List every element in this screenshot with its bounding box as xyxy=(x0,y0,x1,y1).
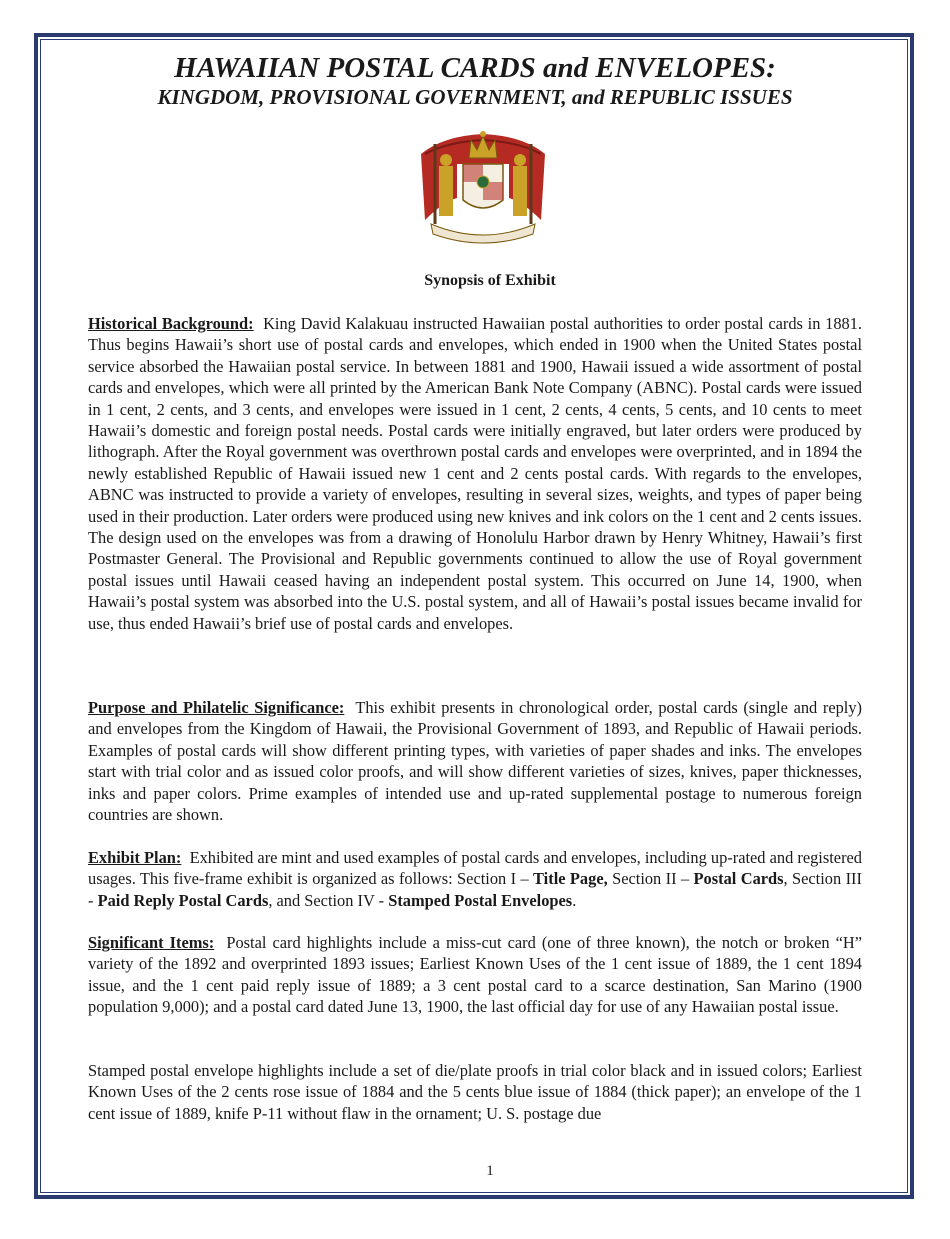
significant-items-heading: Significant Items: xyxy=(88,933,215,952)
synopsis-heading: Synopsis of Exhibit xyxy=(424,272,556,289)
purpose-paragraph xyxy=(88,697,862,825)
section-postal-cards: Postal Cards xyxy=(693,869,784,889)
historical-background-text: King David Kalakuau instructed Hawaiian postal authorities to order postal cards in 1881. Thus begins Hawaii’s short use of postal cards and envelopes, which ended in 1900 when the United States postal service absorbed the Hawaiian postal service. In between 1881 and 1900, Hawaii issued a wide assortment of postal cards and envelopes, which were all printed by the American Bank Note Company (ABNC). Postal cards were issued in 1 cent, 2 cents, and 3 cents, and envelopes were issued in 1 cent, 2 cents, 4 cents, 5 cents, and 10 cents to meet Hawaii’s domestic and foreign postal needs. Postal cards were initially engraved, but later orders were produced by lithograph. After the Royal government was overthrown postal cards and envelopes were overprinted, and in 1894 the newly established Republic of Hawaii issued new 1 cent and 2 cents postal cards. With regards to the envelopes, ABNC was instructed to provide a variety of envelopes, resulting in several sizes, weights, and types of paper being used in their production. Later orders were produced using new knives and ink colors on the 1 cent and 2 cents issues. The design used on the envelopes was from a drawing of Honolulu Harbor drawn by Henry Whitney, Hawaii’s first Postmaster General. The Provisional and Republic governments continued to allow the use of Royal government postal issues until Hawaii ceased having an independent postal system. This occurred on June 14, 1900, when Hawaii’s postal system was absorbed into the U.S. postal system, and all of Hawaii’s postal issues became invalid for use, thus ended Hawaii’s brief use of postal cards and envelopes. xyxy=(88,314,862,633)
exhibit-plan-text-3: , Section III - xyxy=(88,869,862,910)
historical-background-heading: Historical Background: xyxy=(88,314,254,333)
page-title: HAWAIIAN POSTAL CARDS and ENVELOPES: xyxy=(174,52,776,84)
section-title-page: Title Page, xyxy=(533,869,608,889)
exhibit-plan-text-2: Section II – xyxy=(612,869,690,889)
exhibit-plan-paragraph xyxy=(88,847,862,911)
page-subtitle: KINGDOM, PROVISIONAL GOVERNMENT, and REPUBLIC ISSUES xyxy=(157,85,793,109)
exhibit-plan-text-4: , and Section IV - xyxy=(268,890,385,910)
significant-items-text: Postal card highlights include a miss-cut card (one of three known), the notch or broken “H” variety of the 1892 and overprinted 1893 issues; Earliest Known Uses of the 1 cent issue of 1889, the 1 cent 1894 issue, and the 1 cent paid reply issue of 1889; a 3 cent postal card to a scarce destination, San Marino (1900 population 9,000); and a postal card dated June 13, 1900, the last official day for use of any Hawaiian postal issue. xyxy=(88,933,862,1017)
exhibit-plan-text: Exhibited are mint and used examples of postal cards and envelopes, including up-rated and registered usages. This five-frame exhibit is organized as follows: Section I – xyxy=(88,848,862,889)
page-number: 1 xyxy=(486,1163,494,1179)
exhibit-plan-text-5: . xyxy=(572,890,577,910)
section-envelopes: Stamped Postal Envelopes xyxy=(388,890,573,910)
hawaii-coat-of-arms-image xyxy=(413,124,553,250)
section-paid-reply: Paid Reply Postal Cards xyxy=(97,890,269,910)
purpose-heading: Purpose and Philatelic Significance: xyxy=(88,698,345,717)
envelope-highlights-paragraph: Stamped postal envelope highlights include a set of die/plate proofs in trial color black and in issued colors; Earliest Known Uses of the 2 cents rose issue of 1884 and the 5 cents blue issue of 1884 (thick paper); an envelope of the 1 cent issue of 1889, knife P-11 without flaw in the ornament; U. S. postage due xyxy=(88,1061,862,1123)
significant-items-paragraph xyxy=(88,932,862,1018)
historical-background-paragraph xyxy=(88,313,862,634)
purpose-text: This exhibit presents in chronological order, postal cards (single and reply) and envelopes from the Kingdom of Hawaii, the Provisional Government of 1893, and Republic of Hawaii periods. Examples of postal cards will show different printing types, with varieties of paper shades and inks. The envelopes start with trial color and as issued color proofs, and will show different varieties of sizes, knives, paper thicknesses, inks and paper colors. Prime examples of intended use and up-rated supplemental postage to numerous foreign countries are shown. xyxy=(88,698,862,825)
exhibit-plan-heading: Exhibit Plan: xyxy=(88,848,182,867)
